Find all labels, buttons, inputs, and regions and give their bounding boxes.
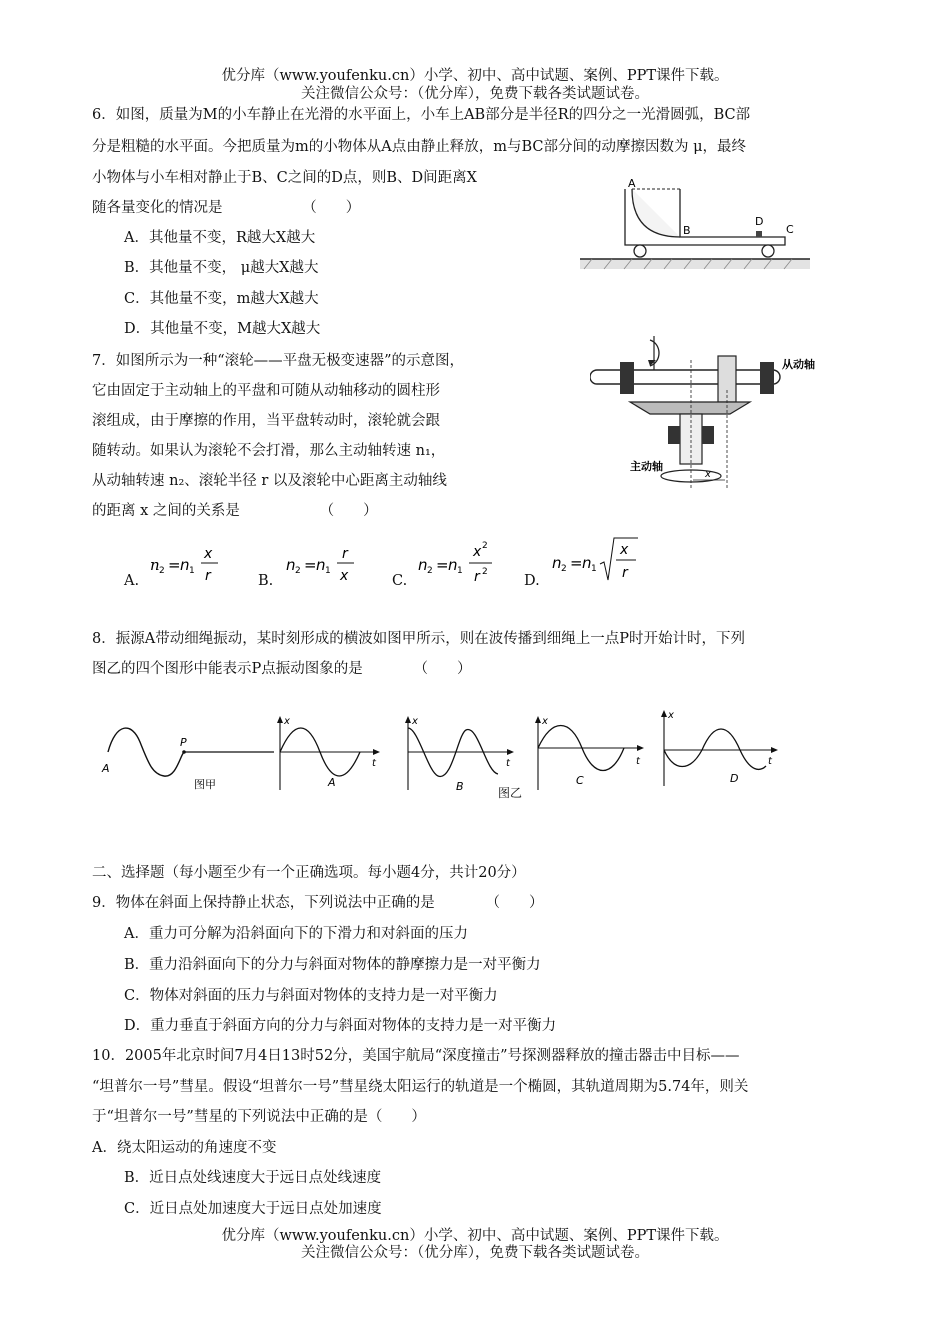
svg-text:n: n bbox=[150, 556, 160, 574]
svg-text:=: = bbox=[570, 554, 583, 572]
q8-label-source-a: A bbox=[102, 762, 110, 775]
svg-text:n: n bbox=[582, 554, 592, 572]
q7-label-drive-axis: 主动轴 bbox=[630, 460, 663, 473]
q8-graph-d-t: t bbox=[768, 756, 772, 767]
q8-graph-a-t: t bbox=[372, 758, 376, 769]
svg-text:n: n bbox=[418, 556, 428, 574]
svg-text:x: x bbox=[204, 546, 213, 562]
svg-text:r: r bbox=[622, 565, 628, 581]
q8-graph-c-name: C bbox=[576, 774, 584, 787]
svg-text:2: 2 bbox=[159, 566, 165, 576]
svg-text:x: x bbox=[340, 568, 349, 584]
svg-text:1: 1 bbox=[591, 564, 597, 574]
q8-graph-b-name: B bbox=[456, 780, 464, 793]
footer-line-2: 关注微信公众号：（优分库），免费下载各类试题试卷。 bbox=[301, 1245, 649, 1261]
svg-text:2: 2 bbox=[295, 566, 301, 576]
svg-text:2: 2 bbox=[427, 566, 433, 576]
q7-transmission-figure bbox=[590, 330, 860, 490]
q8-label-fig-b: 图乙 bbox=[498, 786, 523, 800]
q8-graph-d-name: D bbox=[730, 772, 739, 785]
svg-text:=: = bbox=[304, 556, 317, 574]
q9-option-b: B．重力沿斜面向下的分力与斜面对物体的静摩擦力是一对平衡力 bbox=[124, 957, 541, 973]
q9-stem: 9．物体在斜面上保持静止状态，下列说法中正确的是 （ ） bbox=[92, 895, 544, 911]
q8-graph-c-x: x bbox=[542, 716, 548, 727]
q8-graph-c-t: t bbox=[636, 756, 640, 767]
q10-option-b: B．近日点处线速度大于远日点处线速度 bbox=[124, 1170, 382, 1186]
q6-line-2: 分是粗糙的水平面。今把质量为m的小物体从A点由静止释放，m与BC部分间的动摩擦因数为 μ，最终 bbox=[92, 139, 747, 155]
q8-graph-a-x: x bbox=[284, 716, 290, 727]
svg-text:=: = bbox=[168, 556, 181, 574]
svg-text:n: n bbox=[552, 554, 562, 572]
q8-graph-d bbox=[656, 706, 786, 796]
q6-label-a: A bbox=[628, 177, 636, 190]
q7-formula-c bbox=[416, 536, 506, 586]
q8-wave-figure-a bbox=[96, 712, 276, 802]
header-line-1: 优分库（www.youfenku.cn）小学、初中、高中试题、案例、PPT课件下载。 bbox=[221, 68, 729, 84]
q8-graph-a-name: A bbox=[328, 776, 336, 789]
q7-formula-a bbox=[148, 540, 228, 586]
q10-option-a: A．绕太阳运动的角速度不变 bbox=[92, 1140, 277, 1156]
q8-graph-a bbox=[272, 712, 384, 798]
q8-graph-b-t: t bbox=[506, 758, 510, 769]
q6-line-3: 小物体与小车相对静止于B、C之间的D点，则B、D间距离X bbox=[92, 170, 477, 186]
q7-formula-b bbox=[284, 540, 364, 586]
q7-option-a-letter: A. bbox=[124, 573, 140, 589]
svg-text:x: x bbox=[473, 544, 482, 560]
svg-text:2: 2 bbox=[561, 564, 567, 574]
q6-option-b: B．其他量不变， μ越大X越大 bbox=[124, 260, 319, 276]
q8-label-point-p: P bbox=[180, 736, 187, 749]
svg-text:2: 2 bbox=[482, 567, 488, 577]
svg-text:r: r bbox=[342, 546, 348, 562]
q7-label-driven-axis: 从动轴 bbox=[782, 358, 815, 371]
q7-option-d-letter: D. bbox=[524, 573, 540, 589]
q7-formula-d bbox=[550, 534, 650, 586]
q6-option-c: C．其他量不变，m越大X越大 bbox=[124, 291, 319, 307]
svg-text:r: r bbox=[474, 569, 480, 585]
footer-line-1: 优分库（www.youfenku.cn）小学、初中、高中试题、案例、PPT课件下载。 bbox=[221, 1228, 729, 1244]
svg-text:n: n bbox=[180, 556, 190, 574]
q7-option-b-letter: B. bbox=[258, 573, 274, 589]
q6-cart-figure bbox=[580, 175, 810, 275]
q7-line-4: 随转动。如果认为滚轮不会打滑，那么主动轴转速 n₁， bbox=[92, 443, 446, 459]
q9-option-c: C．物体对斜面的压力与斜面对物体的支持力是一对平衡力 bbox=[124, 988, 498, 1004]
q10-line-2: “坦普尔一号”彗星。假设“坦普尔一号”彗星绕太阳运行的轨道是一个椭圆，其轨道周期为5.74年，则关 bbox=[92, 1079, 749, 1095]
q7-line-2: 它由固定于主动轴上的平盘和可随从动轴移动的圆柱形 bbox=[92, 383, 440, 399]
q6-option-d: D．其他量不变，M越大X越大 bbox=[124, 321, 321, 337]
svg-text:n: n bbox=[448, 556, 458, 574]
q8-graph-b-x: x bbox=[412, 716, 418, 727]
svg-text:1: 1 bbox=[457, 566, 463, 576]
q7-option-c-letter: C. bbox=[392, 573, 408, 589]
q6-label-d: D bbox=[755, 215, 764, 228]
q6-line-1: 6．如图，质量为M的小车静止在光滑的水平面上，小车上AB部分是半径R的四分之一光滑圆弧，BC部 bbox=[92, 107, 751, 123]
svg-text:r: r bbox=[205, 568, 211, 584]
q6-option-a: A．其他量不变，R越大X越大 bbox=[124, 230, 316, 246]
svg-text:2: 2 bbox=[482, 541, 488, 551]
svg-text:x: x bbox=[620, 542, 629, 558]
q7-line-6: 的距离 x 之间的关系是 （ ） bbox=[92, 503, 378, 519]
q6-label-c: C bbox=[786, 223, 794, 236]
q10-line-1: 10．2005年北京时间7月4日13时52分，美国宇航局“深度撞击”号探测器释放的撞击器击中目标—— bbox=[92, 1048, 740, 1064]
q6-label-b: B bbox=[683, 224, 691, 237]
q7-line-1: 7．如图所示为一种“滚轮——平盘无极变速器”的示意图， bbox=[92, 353, 465, 369]
q10-option-c: C．近日点处加速度大于远日点处加速度 bbox=[124, 1201, 382, 1217]
svg-text:1: 1 bbox=[325, 566, 331, 576]
q7-label-x: x bbox=[705, 469, 711, 480]
q8-line-2: 图乙的四个图形中能表示P点振动图象的是 （ ） bbox=[92, 661, 472, 677]
q10-line-3: 于“坦普尔一号”彗星的下列说法中正确的是（ ） bbox=[92, 1109, 426, 1125]
svg-text:n: n bbox=[316, 556, 326, 574]
q8-label-fig-a: 图甲 bbox=[194, 778, 216, 791]
q9-option-d: D．重力垂直于斜面方向的分力与斜面对物体的支持力是一对平衡力 bbox=[124, 1018, 557, 1034]
svg-text:n: n bbox=[286, 556, 296, 574]
q7-line-5: 从动轴转速 n₂、滚轮半径 r 以及滚轮中心距离主动轴线 bbox=[92, 473, 447, 489]
svg-text:=: = bbox=[436, 556, 449, 574]
svg-text:1: 1 bbox=[189, 566, 195, 576]
q8-graph-c bbox=[530, 712, 650, 798]
q8-line-1: 8．振源A带动细绳振动，某时刻形成的横波如图甲所示，则在波传播到细绳上一点P时开始计时，下列 bbox=[92, 631, 745, 647]
q8-graph-d-x: x bbox=[668, 710, 674, 721]
q7-line-3: 滚组成，由于摩擦的作用，当平盘转动时，滚轮就会跟 bbox=[92, 413, 440, 429]
header-line-2: 关注微信公众号：（优分库），免费下载各类试题试卷。 bbox=[301, 86, 649, 102]
q6-line-4: 随各量变化的情况是 （ ） bbox=[92, 200, 361, 216]
section-2-heading: 二、选择题（每小题至少有一个正确选项。每小题4分，共计20分） bbox=[92, 865, 526, 881]
q9-option-a: A．重力可分解为沿斜面向下的下滑力和对斜面的压力 bbox=[124, 926, 468, 942]
